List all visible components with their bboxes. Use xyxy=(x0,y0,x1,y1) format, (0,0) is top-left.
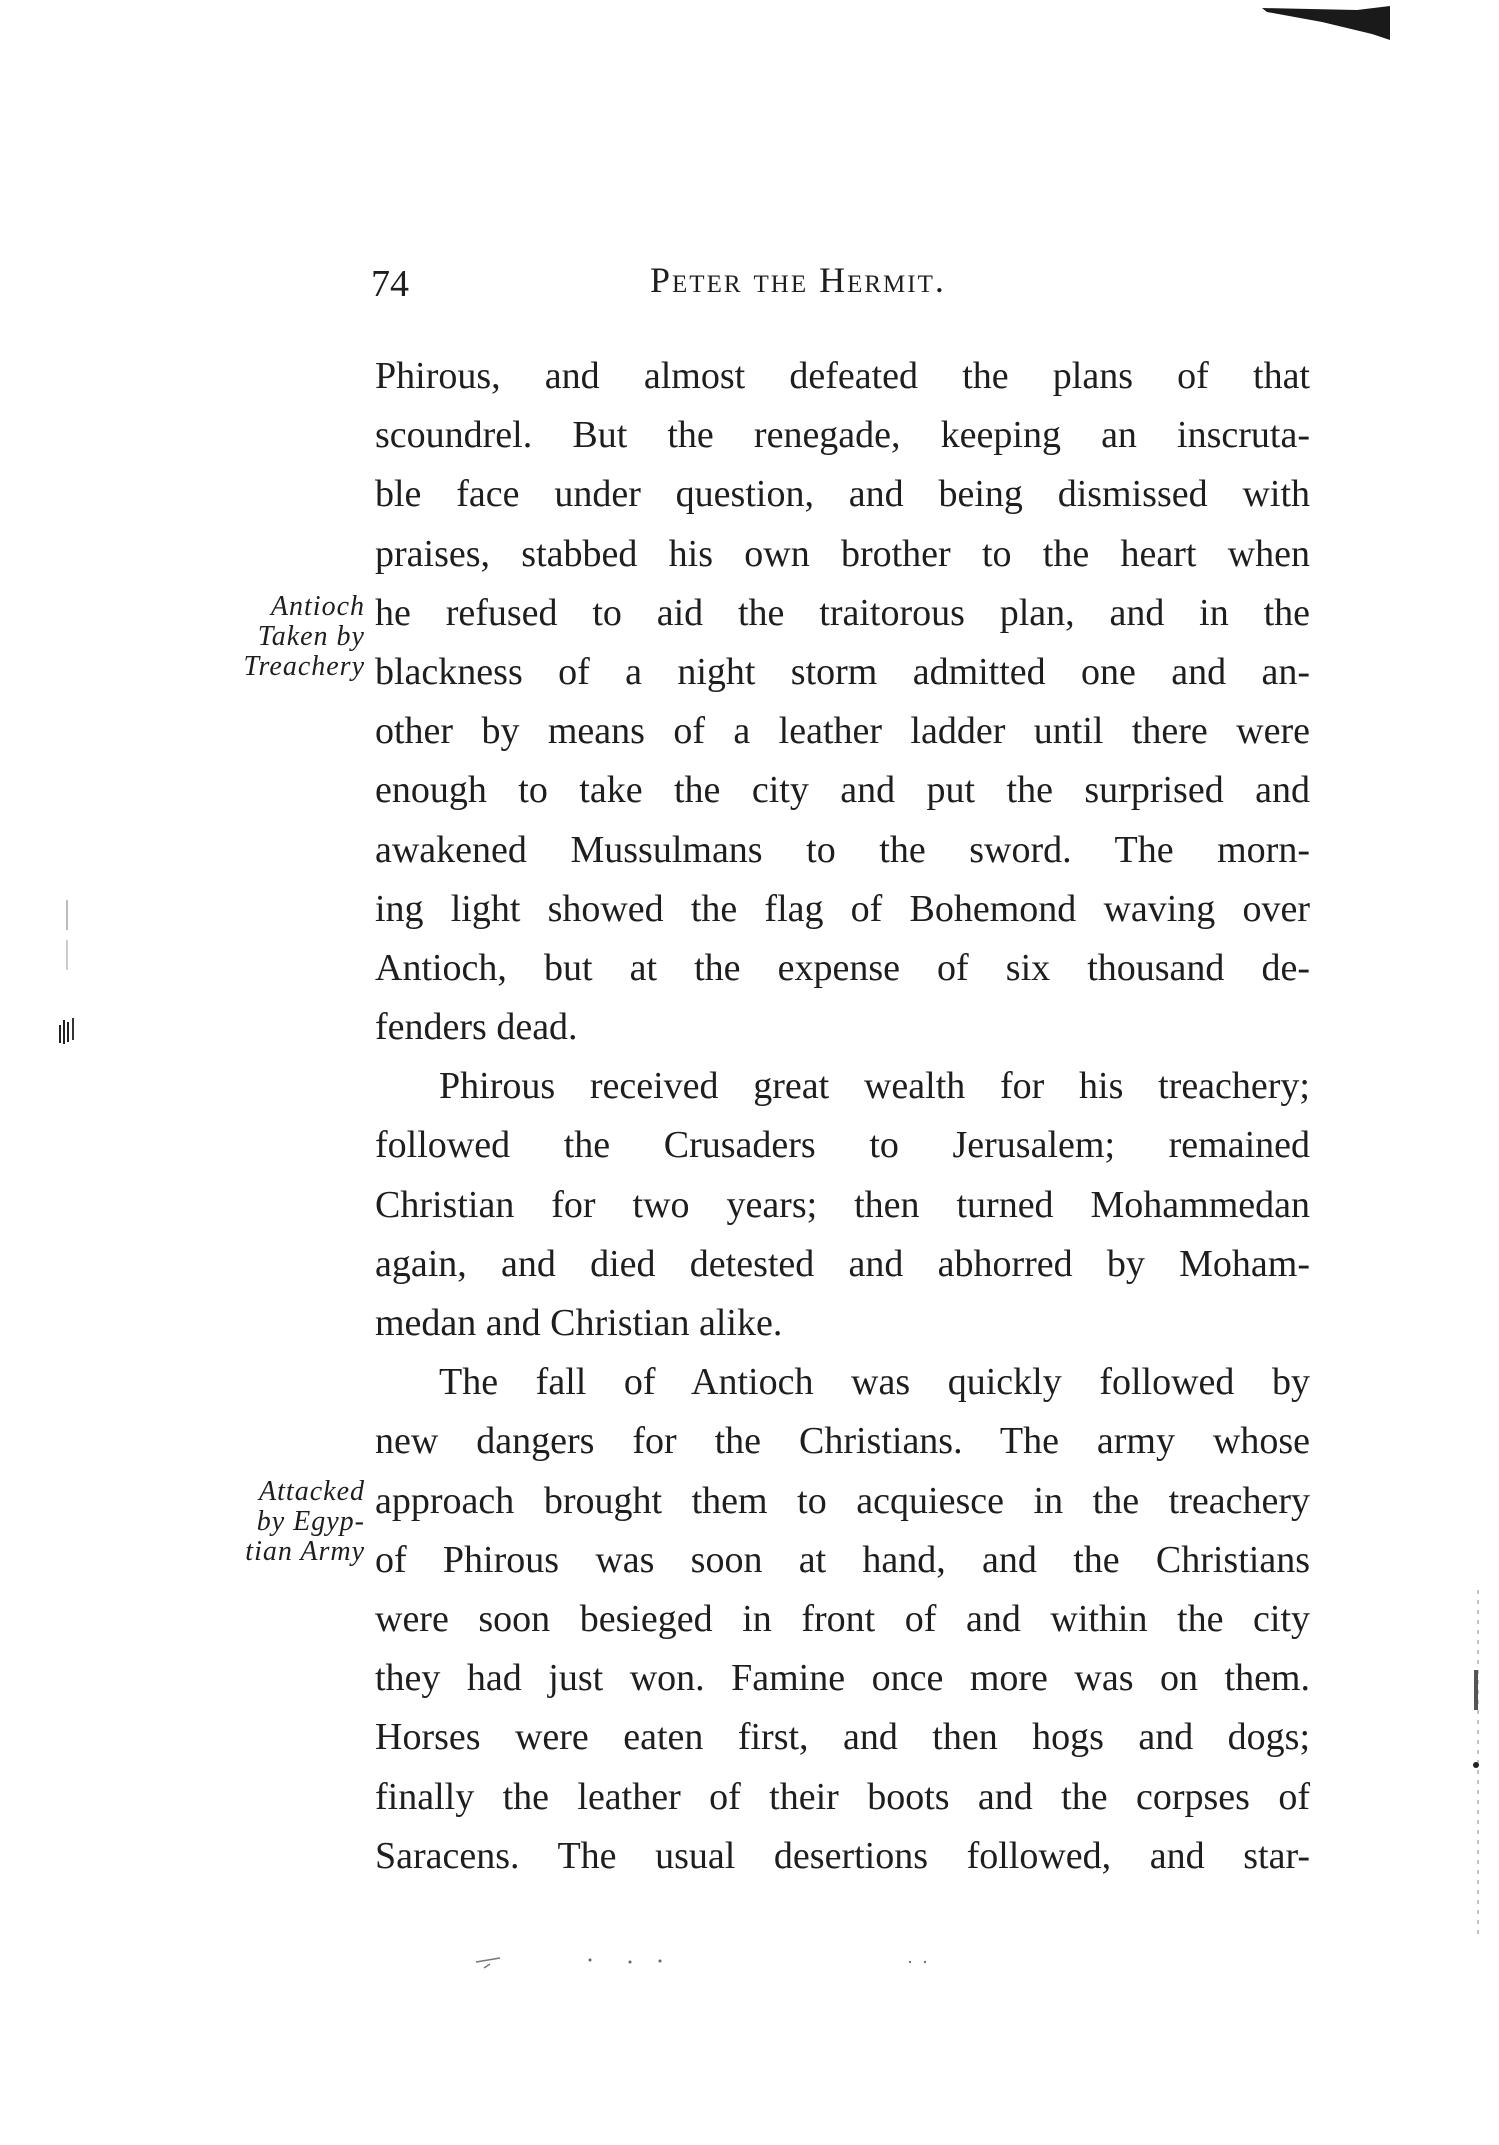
text-line: medan and Christian alike. xyxy=(375,1302,783,1344)
sidenote-line: Attacked xyxy=(259,1476,365,1507)
running-title: Peter the Hermit. xyxy=(650,260,946,300)
sidenote-line: Antioch xyxy=(270,591,365,622)
text-line: Horses were eaten first, and then hogs and dogs; xyxy=(375,1716,1310,1759)
text-line: Phirous received great wealth for his treachery; xyxy=(439,1065,1310,1108)
text-line: Antioch, but at the expense of six thousand de- xyxy=(375,946,1310,989)
text-line: new dangers for the Christians. The army whose xyxy=(375,1420,1310,1463)
sidenote-line: Treachery xyxy=(243,651,365,682)
text-line: again, and died detested and abhorred by Moham- xyxy=(375,1242,1310,1285)
text-line: praises, stabbed his own brother to the heart when xyxy=(375,532,1310,575)
text-line: followed the Crusaders to Jerusalem; remained xyxy=(375,1124,1310,1167)
text-line: blackness of a night storm admitted one and an- xyxy=(375,650,1310,693)
scan-artifact-corner xyxy=(1262,0,1392,42)
text-line: fenders dead. xyxy=(375,1006,578,1049)
text-line: enough to take the city and put the surprised and xyxy=(375,769,1310,812)
text-line: other by means of a leather ladder until there were xyxy=(375,710,1310,753)
sidenote-line: Taken by xyxy=(257,621,365,652)
text-line: awakened Mussulmans to the sword. The morn- xyxy=(375,828,1310,871)
sidenote-line: tian Army xyxy=(245,1536,365,1567)
text-line: of Phirous was soon at hand, and the Christians xyxy=(375,1538,1310,1581)
text-line: approach brought them to acquiesce in the treachery xyxy=(375,1479,1310,1522)
scan-artifact-left-margin xyxy=(55,900,85,1060)
text-line: ing light showed the flag of Bohemond waving over xyxy=(375,887,1310,930)
text-line: Christian for two years; then turned Mohammedan xyxy=(375,1183,1310,1226)
text-line: Phirous, and almost defeated the plans of that xyxy=(375,355,1310,397)
paragraph-1 xyxy=(375,347,1310,1057)
text-line: were soon besieged in front of and within the city xyxy=(375,1597,1310,1640)
page-number: 74 xyxy=(371,263,409,305)
paragraph-3 xyxy=(375,1353,1310,1886)
text-line: they had just won. Famine once more was on them. xyxy=(375,1657,1310,1700)
text-line: ble face under question, and being dismissed with xyxy=(375,473,1310,516)
text-line: scoundrel. But the renegade, keeping an inscruta- xyxy=(375,414,1310,457)
sidenote-line: by Egyp- xyxy=(256,1506,365,1537)
text-line: he refused to aid the traitorous plan, and in the xyxy=(375,591,1310,634)
body-text xyxy=(375,347,1310,1886)
text-line: The fall of Antioch was quickly followed by xyxy=(439,1361,1310,1404)
sidenote-antioch xyxy=(195,592,365,682)
text-line: Saracens. The usual desertions followed, and star- xyxy=(375,1834,1310,1877)
scan-artifact-right-margin xyxy=(1468,1590,1488,1940)
sidenote-attacked xyxy=(195,1477,365,1567)
text-line: finally the leather of their boots and the corpses of xyxy=(375,1775,1310,1818)
scan-artifact-bottom-specks xyxy=(470,1950,940,1980)
paragraph-2 xyxy=(375,1057,1310,1353)
